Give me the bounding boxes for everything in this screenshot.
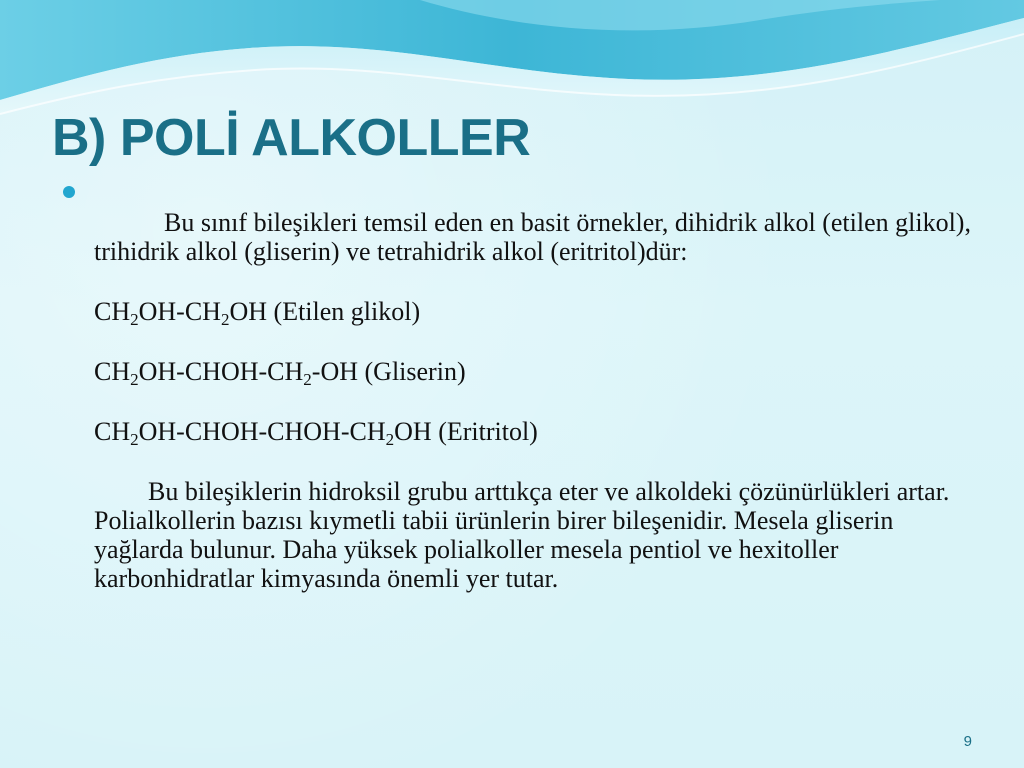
- formula-part: CH: [94, 417, 131, 446]
- bullet-dot: [63, 186, 75, 198]
- formula-subscript: 2: [130, 370, 139, 389]
- slide-title: B) POLİ ALKOLLER: [52, 109, 531, 167]
- conclusion-paragraph: Bu bileşiklerin hidroksil grubu arttıkça eter ve alkoldeki çözünürlükleri artar. Polialkollerin bazısı kıymetli tabii ürünlerin birer bileşenidir. Mesela gliserin yağlarda bulunur. Daha yüksek polialkoller mesela pentiol ve hexitoller karbonhidratlar kimyasında önemli yer tutar.: [94, 477, 950, 593]
- formula-name: (Etilen glikol): [273, 297, 421, 326]
- formula-part: OH-CH: [138, 297, 221, 326]
- formula-erythritol: [94, 417, 984, 449]
- formula-part: CH: [94, 357, 131, 386]
- formula-part: OH: [229, 297, 268, 326]
- formula-part: OH-CHOH-CHOH-CH: [138, 417, 386, 446]
- formula-subscript: 2: [220, 310, 230, 329]
- formula-ethylene-glycol: [94, 297, 984, 329]
- formula-glycerin: [94, 357, 984, 389]
- formula-subscript: 2: [303, 370, 312, 389]
- formula-subscript: 2: [130, 310, 139, 329]
- formula-name: (Gliserin): [364, 357, 466, 386]
- formula-subscript: 2: [385, 430, 395, 449]
- slide-body: [94, 208, 984, 593]
- formula-part: OH-CHOH-CH: [138, 357, 304, 386]
- intro-paragraph: Bu sınıf bileşikleri temsil eden en basit örnekler, dihidrik alkol (etilen glikol), trihidrik alkol (gliserin) ve tetrahidrik alkol (eritritol)dür:: [94, 208, 971, 266]
- formula-part: OH: [394, 417, 432, 446]
- formula-subscript: 2: [130, 430, 139, 449]
- page-number: 9: [963, 733, 972, 750]
- formula-part: CH: [94, 297, 131, 326]
- formula-name: (Eritritol): [438, 417, 538, 446]
- formula-part: -OH: [311, 357, 359, 386]
